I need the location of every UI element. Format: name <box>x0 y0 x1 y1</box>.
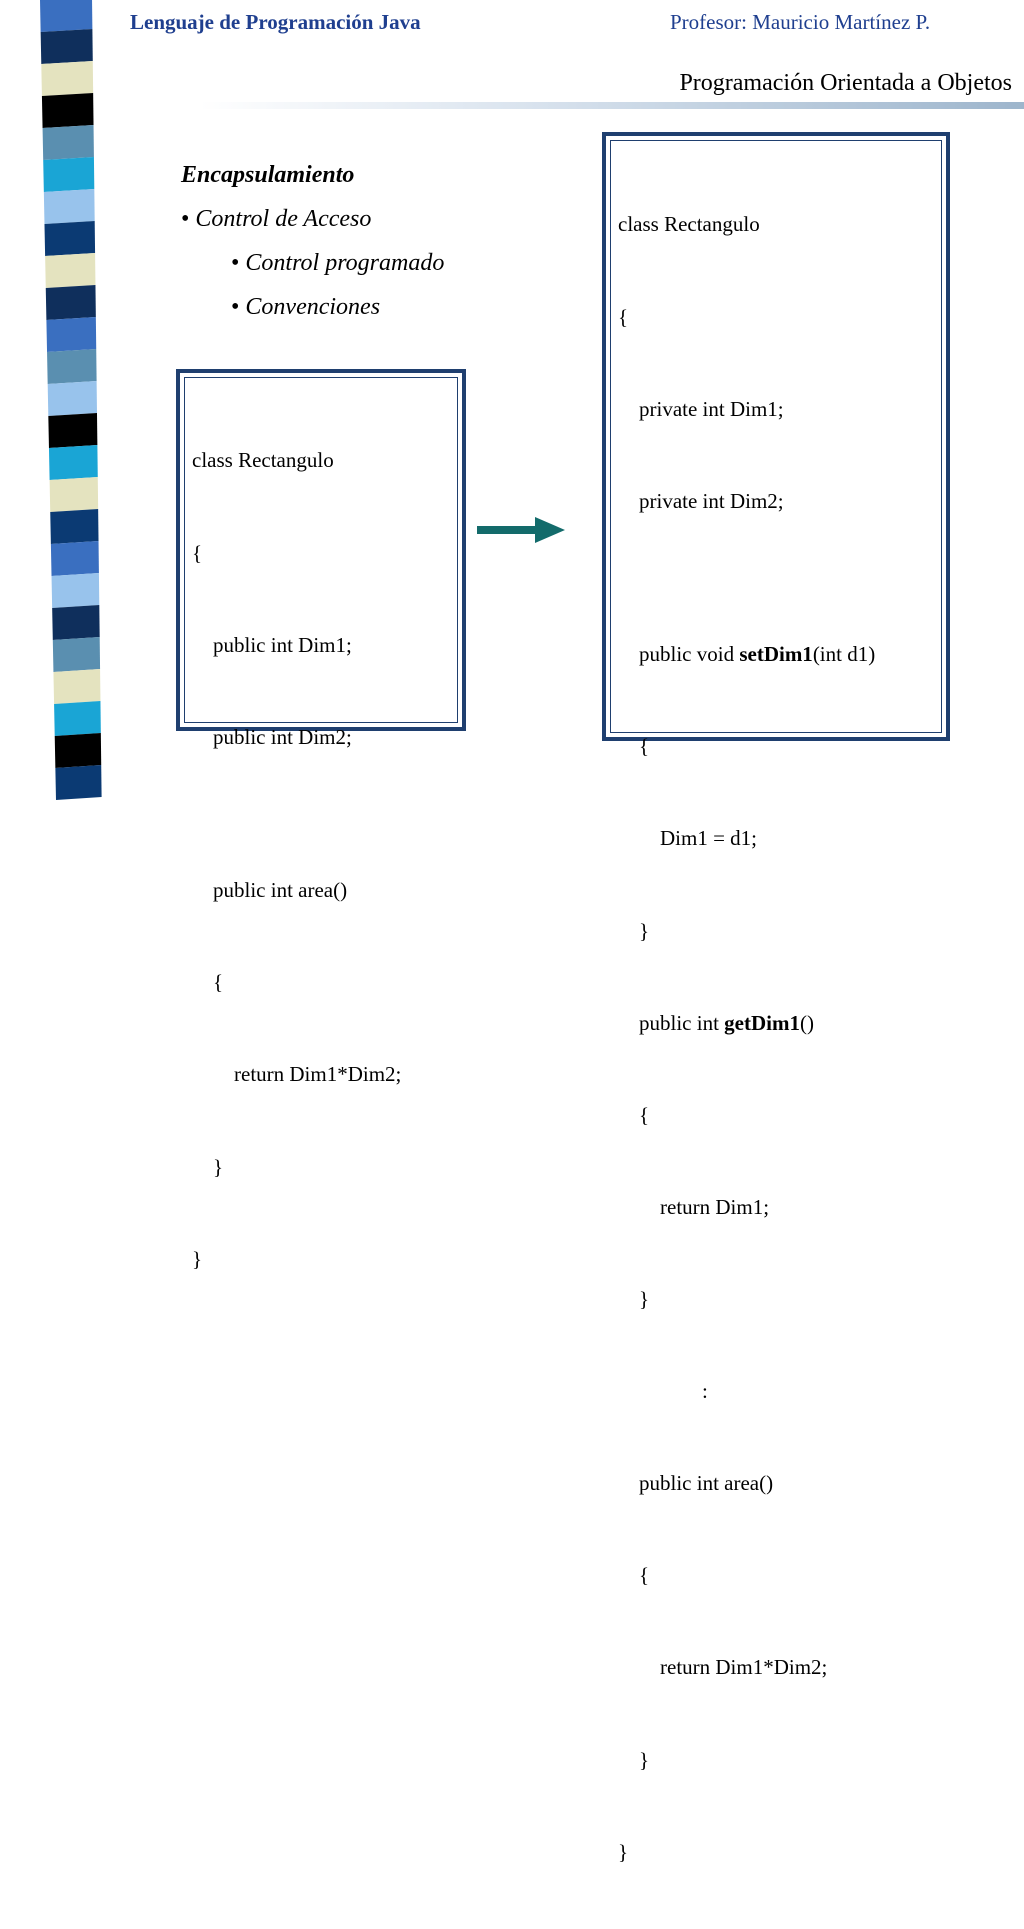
code-block-before <box>180 373 462 1336</box>
stripe-segment <box>49 445 98 480</box>
bullet-glyph: • <box>231 294 240 320</box>
code-text: public int <box>618 1010 725 1035</box>
code-text: public void <box>618 642 740 667</box>
code-line: { <box>618 1563 650 1588</box>
code-line: { <box>192 970 224 995</box>
method-name-getdim1: getDim1 <box>724 1010 800 1035</box>
code-line: } <box>618 1287 650 1312</box>
stripe-segment <box>53 637 100 672</box>
stripe-segment <box>44 221 95 256</box>
stripe-segment <box>52 573 100 608</box>
code-line: } <box>192 1154 224 1179</box>
stripe-segment <box>52 605 100 640</box>
code-line: public int Dim2; <box>192 724 352 749</box>
code-line: } <box>618 918 650 943</box>
code-box-before <box>176 369 466 1271</box>
stripe-segment <box>53 669 100 704</box>
code-line: { <box>618 734 650 759</box>
code-line: Dim1 = d1; <box>618 826 758 851</box>
stripe-segment <box>44 189 95 224</box>
code-line <box>618 639 946 670</box>
stripe-segment <box>55 733 101 768</box>
code-line: } <box>192 1246 203 1271</box>
code-line: : <box>618 1379 708 1404</box>
code-line: class Rectangulo <box>618 212 760 237</box>
stripe-segment <box>40 0 92 32</box>
stripe-segment <box>42 93 94 128</box>
code-line <box>618 1008 946 1039</box>
code-line: public int Dim1; <box>192 632 352 657</box>
code-line: public int area() <box>192 878 348 903</box>
bullet-list <box>181 162 444 338</box>
bullet-glyph: • <box>181 206 190 232</box>
bullet-text: Control programado <box>245 250 445 276</box>
code-line: return Dim1*Dim2; <box>618 1655 828 1680</box>
bullet-item <box>181 206 444 233</box>
decorative-stripe-bar <box>0 0 120 768</box>
stripe-segment <box>50 477 99 512</box>
stripe-segment <box>55 765 101 800</box>
stripe-segment <box>48 381 97 416</box>
slide-title: Programación Orientada a Objetos <box>679 70 1012 96</box>
code-line: public int area() <box>618 1471 774 1496</box>
stripe-segment <box>54 701 101 736</box>
code-block-after <box>606 136 946 1929</box>
code-line: private int Dim2; <box>618 488 784 513</box>
code-line: { <box>618 1102 650 1127</box>
code-line: class Rectangulo <box>192 448 334 473</box>
bullet-item <box>181 250 444 277</box>
code-line: return Dim1; <box>618 1194 770 1219</box>
method-name-setdim1: setDim1 <box>739 642 813 667</box>
stripe-segment <box>41 29 93 64</box>
professor-name: Profesor: Mauricio Martínez P. <box>670 10 931 34</box>
stripe-segment <box>41 61 93 96</box>
code-line: } <box>618 1839 629 1864</box>
right-arrow-icon <box>477 514 567 546</box>
stripe-segment <box>46 285 96 320</box>
stripe-segment <box>45 253 95 288</box>
bullet-heading: Encapsulamiento <box>181 162 355 188</box>
stripe-segment <box>46 317 96 352</box>
stripe-segment <box>47 349 97 384</box>
code-text: (int d1) <box>812 642 876 667</box>
bullet-item <box>181 294 444 321</box>
stripe-segment <box>51 541 99 576</box>
code-line: } <box>618 1747 650 1772</box>
code-line: return Dim1*Dim2; <box>192 1062 402 1087</box>
code-text: () <box>799 1010 814 1035</box>
stripe-segment <box>50 509 98 544</box>
stripe-segment <box>43 125 94 160</box>
code-line: { <box>618 304 629 329</box>
code-box-after <box>602 132 950 1864</box>
bullet-glyph: • <box>231 250 240 276</box>
bullet-text: Convenciones <box>245 294 381 320</box>
bullet-text: Control de Acceso <box>195 206 372 232</box>
stripe-segment <box>43 157 94 192</box>
code-line: private int Dim1; <box>618 396 784 421</box>
course-title: Lenguaje de Programación Java <box>130 10 421 34</box>
stripe-segment <box>48 413 97 448</box>
code-line: { <box>192 540 203 565</box>
title-divider <box>200 102 1024 109</box>
